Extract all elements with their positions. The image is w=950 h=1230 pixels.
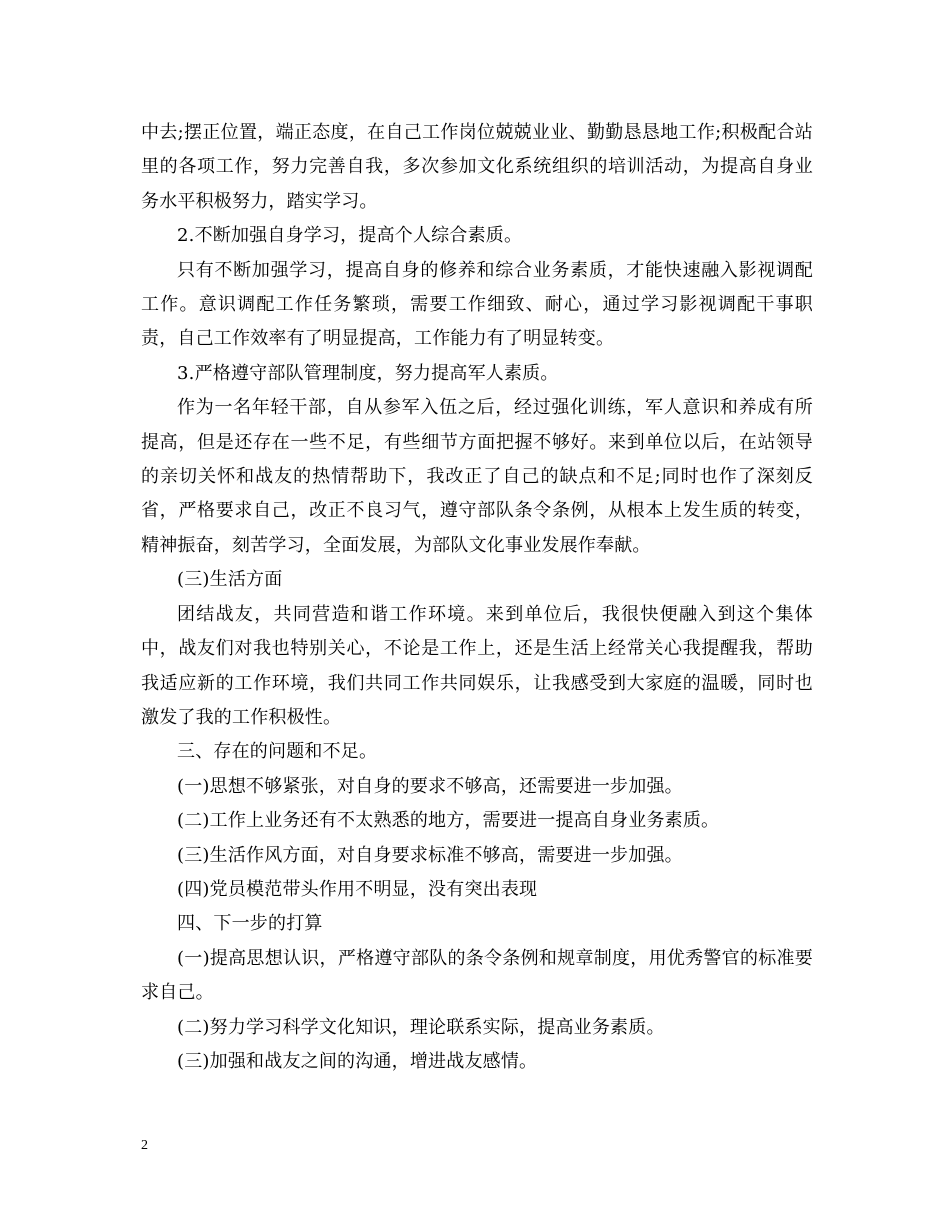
paragraph-2: 2.不断加强自身学习，提高个人综合素质。	[177, 225, 523, 247]
paragraph-14: (一)提高思想认识，严格遵守部队的条令条例和规章制度，用优秀警官的标准要求自己。	[141, 947, 813, 1004]
page-number: 2	[141, 1138, 148, 1153]
paragraph-15: (二)努力学习科学文化知识，理论联系实际，提高业务素质。	[177, 1016, 665, 1038]
paragraph-6: (三)生活方面	[177, 569, 283, 591]
paragraph-7: 团结战友，共同营造和谐工作环境。来到单位后，我很快便融入到这个集体中，战友们对我也特别关心，不论是工作上，还是生活上经常关心我提醒我，帮助我适应新的工作环境，我们共同工作共同娱乐，让我感受到大家庭的温暖，同时也激发了我的工作积极性。	[141, 603, 813, 728]
paragraph-3: 只有不断加强学习，提高自身的修养和综合业务素质，才能快速融入影视调配工作。意识调配工作任务繁琐，需要工作细致、耐心，通过学习影视调配干事职责，自己工作效率有了明显提高，工作能力有了明显转变。	[141, 259, 813, 350]
paragraph-12: (四)党员模范带头作用不明显，没有突出表现	[177, 878, 538, 900]
paragraph-13: 四、下一步的打算	[177, 913, 323, 935]
paragraph-4: 3.严格遵守部队管理制度，努力提高军人素质。	[177, 362, 559, 384]
document-body	[141, 116, 813, 1079]
paragraph-8: 三、存在的问题和不足。	[177, 741, 378, 763]
paragraph-1: 中去;摆正位置，端正态度，在自己工作岗位兢兢业业、勤勤恳恳地工作;积极配合站里的各项工作，努力完善自我，多次参加文化系统组织的培训活动，为提高自身业务水平积极努力，踏实学习。	[141, 122, 813, 212]
paragraph-11: (三)生活作风方面，对自身要求标准不够高，需要进一步加强。	[177, 844, 683, 866]
paragraph-16: (三)加强和战友之间的沟通，增进战友感情。	[177, 1050, 538, 1072]
paragraph-5: 作为一名年轻干部，自从参军入伍之后，经过强化训练，军人意识和养成有所提高，但是还存在一些不足，有些细节方面把握不够好。来到单位以后，在站领导的亲切关怀和战友的热情帮助下，我改正了自己的缺点和不足;同时也作了深刻反省，严格要求自己，改正不良习气，遵守部队条令条例，从根本上发生质的转变，精神振奋，刻苦学习，全面发展，为部队文化事业发展作奉献。	[141, 397, 813, 556]
paragraph-9: (一)思想不够紧张，对自身的要求不够高，还需要进一步加强。	[177, 775, 683, 797]
paragraph-10: (二)工作上业务还有不太熟悉的地方，需要进一提高自身业务素质。	[177, 810, 720, 832]
